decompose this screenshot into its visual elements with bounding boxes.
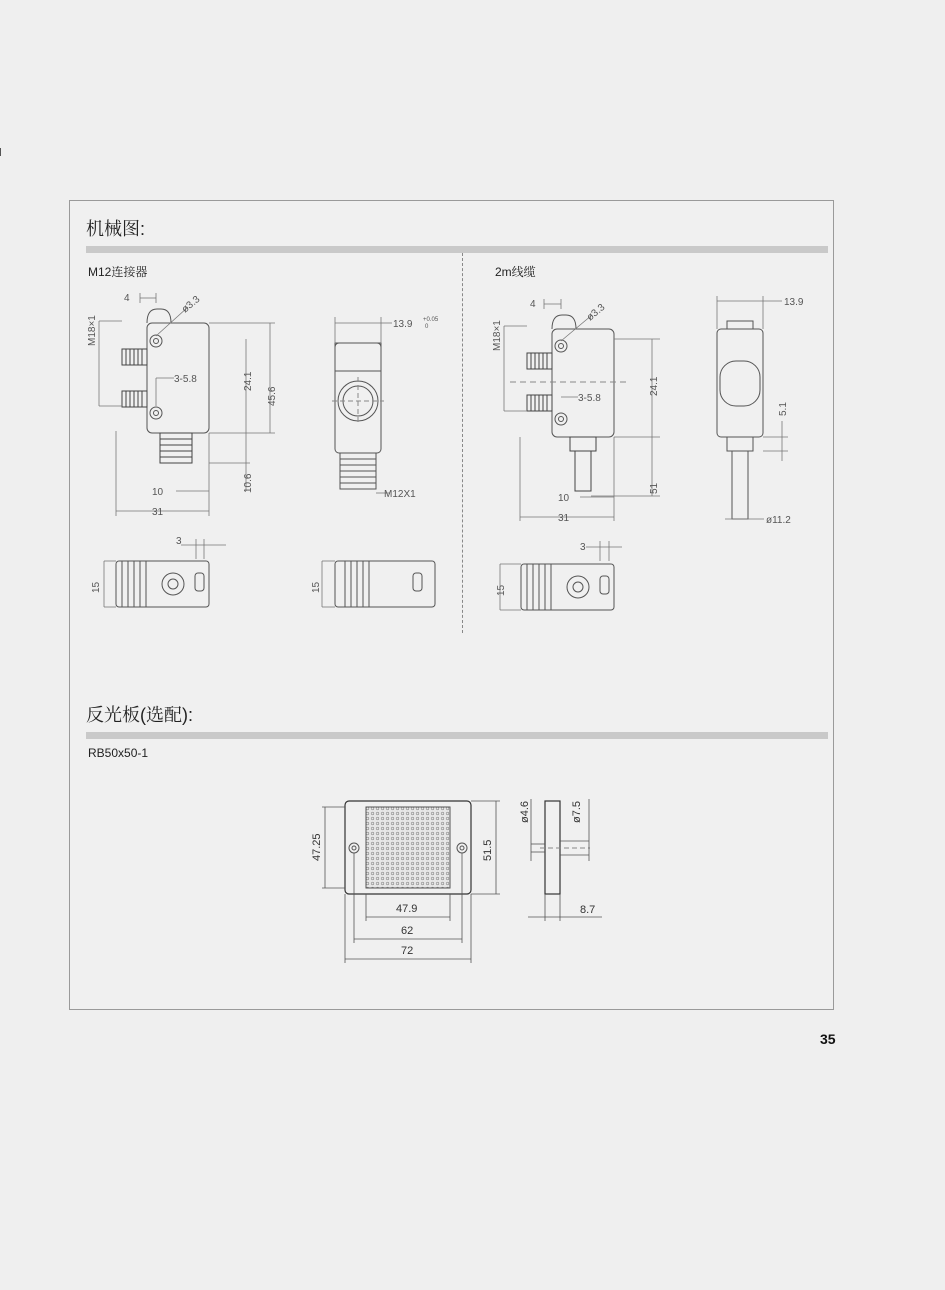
reflector-side-view [519, 799, 602, 921]
cable-front-dim-51: 5.1 [778, 402, 789, 416]
edge-mark [0, 148, 1, 156]
m12-dim-m18: M18×1 [87, 315, 98, 346]
reflector-dim-87: 8.7 [580, 904, 596, 916]
cable-front-dim-139: 13.9 [784, 297, 804, 308]
m12-front-view [332, 317, 439, 500]
content-frame [69, 200, 834, 1010]
m12-front-dim-tol0: 0 [425, 324, 429, 330]
m12-front-dim-m12x1: M12X1 [384, 489, 416, 500]
reflector-dim-72: 72 [401, 945, 414, 957]
reflector-dim-515: 51.5 [482, 839, 494, 861]
cable-dim-241: 24.1 [649, 376, 660, 396]
page-number: 35 [820, 1031, 836, 1047]
cable-dim-10: 10 [558, 493, 570, 504]
cable-front-dim-phi112: ø11.2 [766, 515, 791, 526]
m12-label: M12连接器 [88, 265, 148, 279]
m12-dim-hole: 3-5.8 [174, 374, 197, 385]
cable-bottom-dim-3: 3 [580, 542, 586, 553]
cable-front-view [717, 296, 804, 526]
m12-dim-106: 10.6 [243, 473, 254, 493]
cable-bottom-dim-15: 15 [496, 584, 507, 596]
reflector-dim-479: 47.9 [396, 903, 418, 915]
cable-side-view [492, 299, 660, 524]
mechanical-title: 机械图: [86, 219, 146, 239]
m12-bottom-dim-15: 15 [91, 581, 102, 593]
m12-dim-241: 24.1 [243, 371, 254, 391]
reflector-dim-4725: 47.25 [311, 833, 323, 861]
reflector-model: RB50x50-1 [88, 746, 149, 760]
technical-drawings [70, 201, 835, 1011]
m12-front-dim-139: 13.9 [393, 319, 413, 330]
m12-dim-10: 10 [152, 487, 164, 498]
m12-dim-phi33: ø3.3 [179, 294, 203, 316]
m12-bottom-view-2 [311, 561, 435, 607]
m12-bottom2-dim-15: 15 [311, 581, 322, 593]
reflector-front-view [311, 801, 500, 963]
m12-side-view [87, 293, 278, 518]
cable-dim-m18: M18×1 [492, 320, 503, 351]
cable-bottom-view [496, 541, 622, 610]
reflector-dim-62: 62 [401, 925, 414, 937]
reflector-dim-phi46: ø4.6 [519, 800, 531, 823]
cable-dim-51: 51 [649, 482, 660, 494]
reflector-title: 反光板(选配): [86, 705, 193, 725]
m12-bottom-dim-3: 3 [176, 536, 182, 547]
m12-dim-4: 4 [124, 293, 130, 304]
reflector-dim-phi75: ø7.5 [571, 800, 583, 823]
m12-front-dim-tol: +0.05 [423, 317, 439, 323]
cable-dim-hole: 3-5.8 [578, 393, 601, 404]
m12-bottom-view [91, 536, 226, 607]
cable-dim-4: 4 [530, 299, 536, 310]
m12-dim-31: 31 [152, 507, 164, 518]
m12-dim-456: 45.6 [267, 386, 278, 406]
cable-label: 2m线缆 [495, 265, 536, 279]
cable-dim-31: 31 [558, 513, 570, 524]
cable-dim-phi33: ø3.3 [584, 302, 608, 324]
